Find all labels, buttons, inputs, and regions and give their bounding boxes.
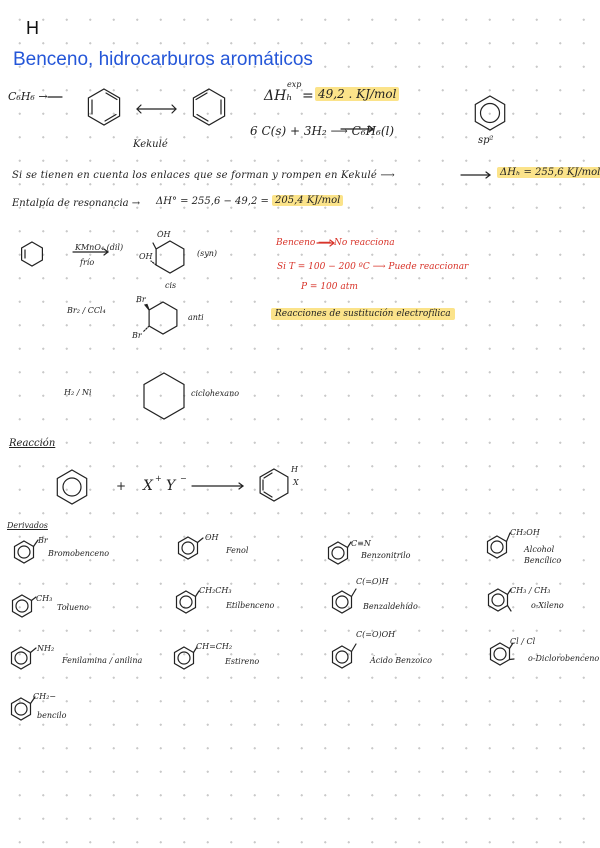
counterion-y: Y (166, 478, 176, 494)
name-bencilo: bencilo (37, 711, 67, 720)
kekule-structure-2 (193, 89, 224, 125)
derivatives-heading: Derivados (7, 521, 48, 530)
group-bromo: Br (38, 536, 48, 545)
name-alcohol-bencilico: Alcohol Bencílico (524, 545, 562, 565)
electrophile-charge: + (155, 474, 162, 483)
group-o-diclorobenceno: Cl / Cl (510, 637, 536, 646)
name-acido-benzoico: Ácido Benzoico (370, 656, 432, 665)
ring-benzonitrilo (329, 542, 352, 564)
product-h: H (291, 465, 298, 474)
ring-alcohol-bencilico (488, 533, 511, 558)
ring-o-diclorobenceno (491, 643, 515, 665)
dibromo-br-bottom: Br (132, 331, 142, 340)
group-fenol: OH (205, 533, 219, 542)
diol-oh-left: OH (139, 252, 153, 261)
group-bencilo: CH₂− (33, 692, 57, 701)
benzene-formula: C₆H₆ → (8, 90, 48, 103)
kekule-label: Kekulé (133, 139, 168, 150)
group-alcohol-bencilico: CH₂OH (510, 528, 540, 537)
resonance-text: Entalpía de resonancia → (12, 198, 141, 209)
ring-bencilo (12, 697, 36, 720)
ring-benzaldehido (333, 589, 357, 613)
note-temperature: Si T = 100 − 200 ºC ⟶ Puede reaccionar (277, 262, 469, 272)
reaction-heading: Reacción (9, 438, 56, 449)
benzene-circle-structure (475, 96, 504, 130)
enthalpy-exp-symbol: ΔHₕ (264, 88, 293, 104)
ring-tolueno (13, 595, 37, 617)
name-bromobenceno: Bromobenceno (48, 549, 110, 558)
enthalpy-exp-value: 49,2 . KJ/mol (315, 87, 399, 101)
general-plus: + (116, 479, 127, 493)
cyclohexane-structure (144, 373, 184, 419)
reagent-h2: H₂ / Ni (64, 388, 92, 397)
name-o-xileno: o-Xileno (531, 601, 564, 610)
ring-anilina (12, 647, 37, 669)
name-estireno: Estireno (225, 657, 260, 666)
resonance-calc: ΔH° = 255,6 − 49,2 = (156, 196, 269, 207)
note-electrophilic-substitution: Reacciones de sustitución electrofílica (271, 308, 455, 320)
ring-bromobenceno (15, 540, 39, 563)
note-pressure: P = 100 atm (301, 282, 358, 292)
name-etilbenceno: Etilbenceno (226, 601, 275, 610)
name-anilina: Fenilamina / anilina (62, 656, 143, 665)
reagent-kmno4: KMnO₄ (dil) (75, 243, 124, 252)
group-benzaldehido: C(=O)H (356, 577, 389, 586)
cyclohexene-structure (22, 242, 43, 266)
note-no-reaction: Benceno ⟶ No reacciona (276, 238, 395, 248)
enthalpy-equals: = (302, 88, 314, 104)
electrophile-x: X (143, 478, 153, 494)
resonance-value: 205,4 KJ/mol (272, 195, 343, 206)
kekule-enthalpy-text: Si se tienen en cuenta los enlaces que se forman y rompen en Kekulé ⟶ (12, 170, 395, 181)
counterion-charge: − (180, 474, 187, 483)
reagent-br2: Br₂ / CCl₄ (67, 306, 106, 315)
name-benzonitrilo: Benzonitrilo (361, 551, 411, 560)
page-title: Benceno, hidrocarburos aromáticos (13, 49, 313, 70)
syn-label: (syn) (197, 249, 218, 258)
name-o-diclorobenceno: o-Diclorobenceno (528, 654, 600, 663)
ring-o-xileno (489, 589, 512, 611)
group-estireno: CH=CH₂ (196, 642, 233, 651)
ring-estireno (175, 647, 198, 669)
name-benzaldehido: Benzaldehído (363, 602, 418, 611)
anti-label: anti (188, 313, 204, 322)
enthalpy-exp-superscript: exp (287, 80, 302, 89)
dibromo-br-top: Br (136, 295, 146, 304)
ring-acido-benzoico (333, 644, 357, 668)
combustion-equation: 6 C(s) + 3H₂ ⟶ C₆H₆(l) (250, 124, 395, 138)
cyclohexane-label: ciclohexano (191, 389, 240, 398)
ring-fenol (179, 537, 204, 559)
name-tolueno: Tolueno (57, 603, 89, 612)
diol-structure (151, 241, 184, 273)
group-acido-benzoico: C(=O)OH (356, 630, 396, 639)
cis-label: cis (165, 281, 177, 290)
dibromo-structure (143, 302, 177, 334)
kekule-structure-1 (88, 89, 119, 125)
kekule-enthalpy-value: ΔHₕ = 255,6 KJ/mol (497, 167, 600, 178)
arenium-structure (260, 469, 288, 501)
general-benzene (57, 470, 86, 504)
group-benzonitrilo: C≡N (351, 539, 371, 548)
ring-etilbenceno (177, 591, 200, 613)
diol-oh-top: OH (157, 230, 171, 239)
group-anilina: NH₂ (37, 644, 55, 653)
name-fenol: Fenol (226, 546, 249, 555)
sp2-label: sp² (478, 135, 494, 146)
group-etilbenceno: CH₂CH₃ (199, 586, 232, 595)
group-o-xileno: CH₃ / CH₃ (510, 586, 551, 595)
group-tolueno: CH₃ (36, 594, 53, 603)
reagent-kmno4-condition: frío (80, 258, 95, 267)
product-x: X (293, 478, 299, 487)
page-letter: H (26, 18, 39, 38)
